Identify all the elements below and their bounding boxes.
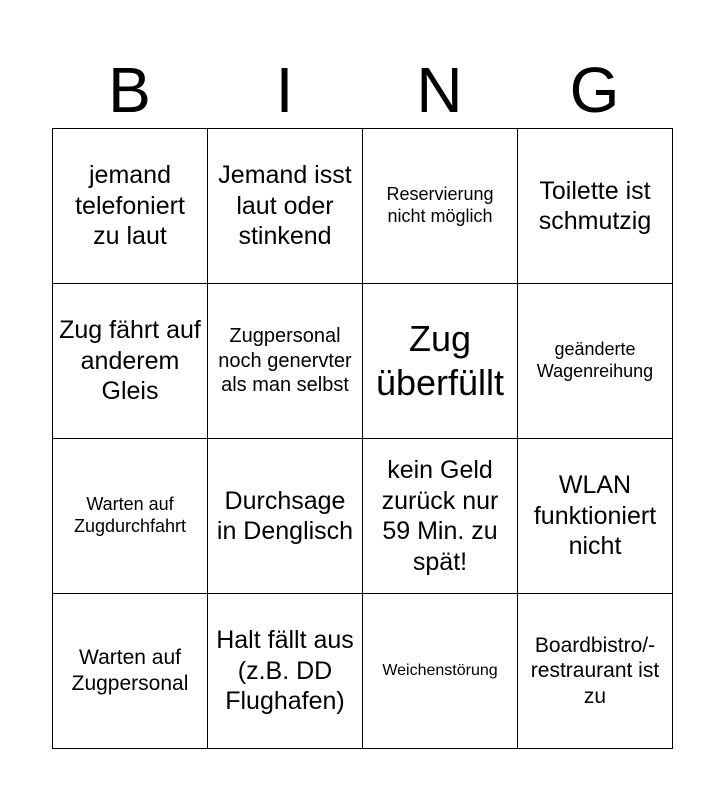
bingo-cell[interactable]: Warten auf Zugpersonal — [53, 594, 208, 749]
header-letter-b: B — [108, 54, 151, 126]
bingo-cell[interactable]: Zug fährt auf anderem Gleis — [53, 284, 208, 439]
board-row — [53, 594, 673, 749]
bingo-header — [52, 52, 672, 128]
header-letter-i: I — [275, 54, 294, 126]
bingo-cell[interactable]: WLAN funktioniert nicht — [518, 439, 673, 594]
bingo-cell[interactable]: geänderte Wagenreihung — [518, 284, 673, 439]
bingo-cell[interactable]: Zug überfüllt — [363, 284, 518, 439]
bingo-cell[interactable]: Warten auf Zugdurchfahrt — [53, 439, 208, 594]
bingo-cell[interactable]: jemand telefoniert zu laut — [53, 129, 208, 284]
header-letter-n: N — [416, 54, 463, 126]
bingo-cell[interactable]: kein Geld zurück nur 59 Min. zu spät! — [363, 439, 518, 594]
bingo-board — [52, 128, 673, 749]
header-letter-g: G — [569, 54, 620, 126]
bingo-cell[interactable]: Toilette ist schmutzig — [518, 129, 673, 284]
bingo-cell[interactable]: Weichenstörung — [363, 594, 518, 749]
bingo-cell[interactable]: Reservierung nicht möglich — [363, 129, 518, 284]
board-row — [53, 284, 673, 439]
bingo-cell[interactable]: Boardbistro/-restraurant ist zu — [518, 594, 673, 749]
board-row — [53, 439, 673, 594]
bingo-cell[interactable]: Durchsage in Denglisch — [208, 439, 363, 594]
bingo-cell[interactable]: Jemand isst laut oder stinkend — [208, 129, 363, 284]
bingo-cell[interactable]: Halt fällt aus (z.B. DD Flughafen) — [208, 594, 363, 749]
bingo-cell[interactable]: Zugpersonal noch genervter als man selbst — [208, 284, 363, 439]
board-row — [53, 129, 673, 284]
